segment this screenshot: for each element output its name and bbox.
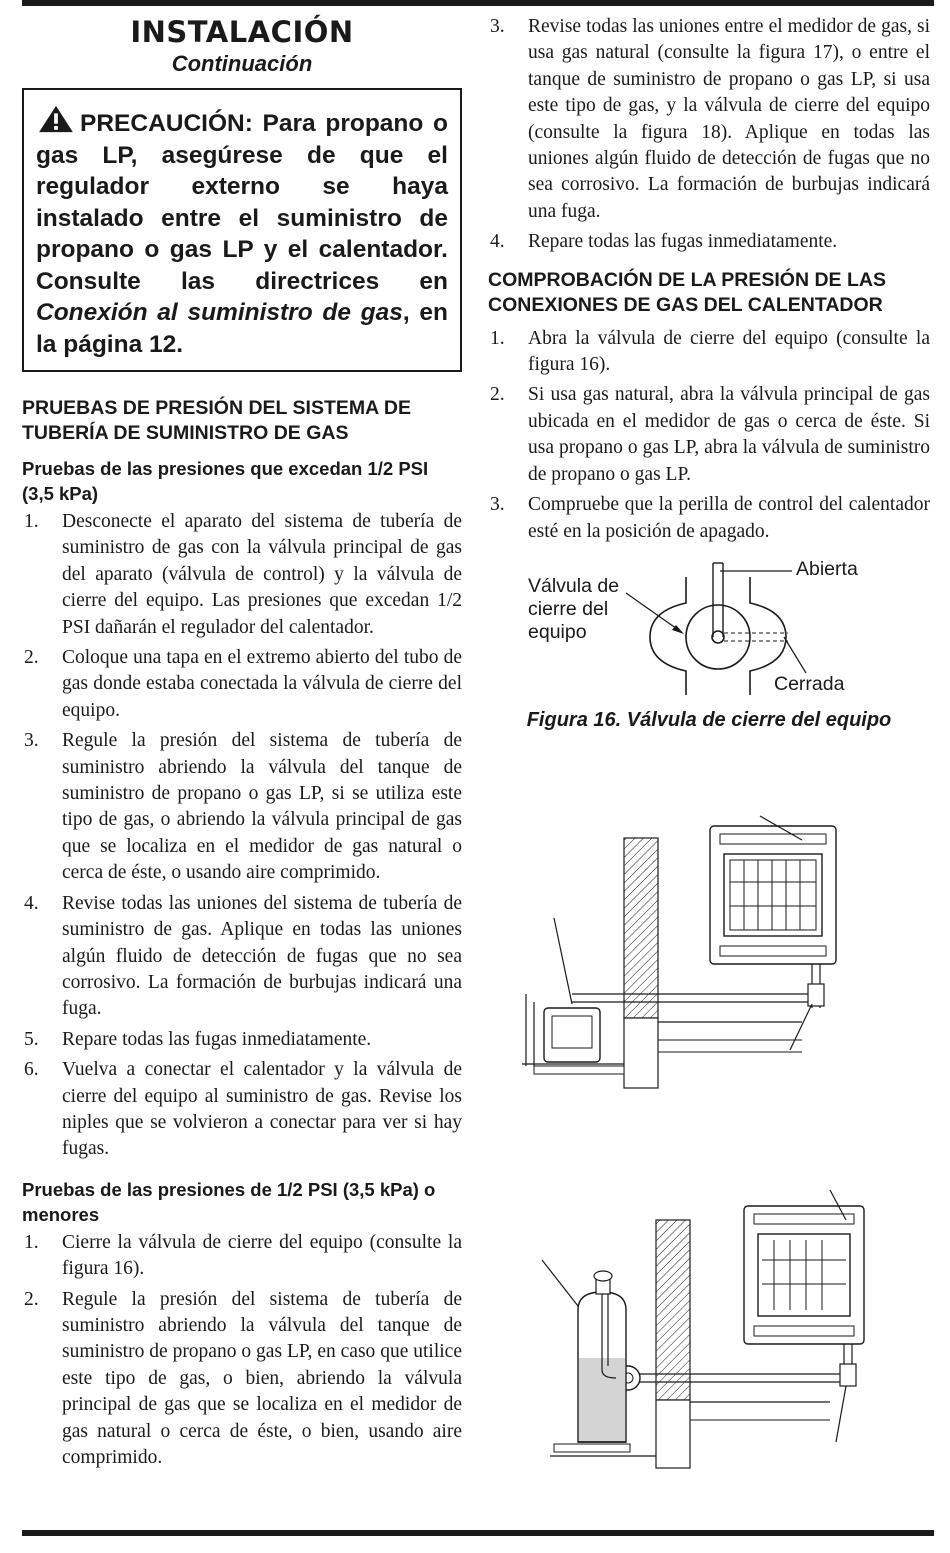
list-item: 3. Revise todas las uniones entre el medidor de gas, si usa gas natural (consulte la figura 17), o entre el tanque de suministro de propano o gas LP, si usa este tipo de gas, y la válvula de cierre del equipo (consulte la figura 18). Aplique en todas las uniones algún fluido de detección de fugas que no sea corrosivo. La formación de burbujas indicará una fuga. [490,16,930,222]
figure-16-caption: Figura 16. Válvula de cierre del equipo [526,708,892,731]
label-closed: Cerrada [774,672,845,695]
section-heading-connection-tests: COMPROBACIÓN DE LA PRESIÓN DE LAS CONEXIONES DE GAS DEL CALENTADOR [488,268,886,316]
page-subtitle: Continuación [171,51,313,76]
section-heading-pipe-tests: PRUEBAS DE PRESIÓN DEL SISTEMA DE TUBERÍA DE SUMINISTRO DE GAS [22,397,411,444]
list-item: 2. Coloque una tapa en el extremo abierto del tubo de gas donde estaba conectada la válvula de cierre del equipo. [24,647,462,721]
list-item: 4. Revise todas las uniones del sistema de tubería de suministro de gas. Aplique en todas las uniones algún fluido de detección de fugas que no sea corrosivo. La formación de burbujas indicará una fuga. [24,892,462,1020]
left-column [22,14,462,1475]
high-pressure-steps [22,509,462,1163]
bottom-rule [22,1530,934,1536]
list-item: 1. Desconecte el aparato del sistema de tubería de suministro de gas con la válvula principal de gas del aparato (válvula de control) y la válvula de cierre del equipo. Las presiones que excedan 1/2 PSI dañarán el regulador del calentador. [24,511,462,638]
subheading-high-pressure: Pruebas de las presiones que excedan 1/2 PSI (3,5 kPa) [22,458,429,504]
page-title: INSTALACIÓN [130,15,354,49]
label-open: Abierta [796,557,858,580]
list-item: 1. Cierre la válvula de cierre del equipo (consulte la figura 16). [24,1231,462,1280]
figure-18-propane-illustration [530,1180,875,1475]
list-item: 4. Repare todas las fugas inmediatamente. [490,231,838,253]
list-item: 5. Repare todas las fugas inmediatamente. [24,1028,372,1050]
caution-reference: Conexión al suministro de gas [36,299,403,326]
low-pressure-steps [22,1230,462,1472]
list-item: 1. Abra la válvula de cierre del equipo (consulte la figura 16). [490,327,930,376]
figure-17-natural-gas-illustration [512,808,842,1108]
list-item: 3. Compruebe que la perilla de control del calentador esté en la posición de apagado. [490,494,930,542]
list-item: 2. Regule la presión del sistema de tubería de suministro abriendo la válvula del tanque de suministro de propano o gas LP, en caso que utilice este tipo de gas, o bien, abriendo la válvula principal de gas que se localiza en el medidor de gas natural o cerca de éste, o bien, usando aire comprimido. [24,1288,462,1468]
list-item: 6. Vuelva a conectar el calentador y la válvula de cierre del equipo al suministro de gas. Revise los niples que se volvieron a conectar para ver si hay fugas. [24,1059,462,1160]
connection-steps [488,326,930,545]
list-item: 2. Si usa gas natural, abra la válvula principal de gas ubicada en el medidor de gas o cerca de éste. Si usa propano o gas LP, abra la válvula de suministro de propano o gas LP. [490,384,930,485]
warning-triangle-icon [36,104,76,134]
label-shutoff-valve: Válvula de cierre del equipo [528,574,620,643]
list-item: 3. Regule la presión del sistema de tubería de suministro abriendo la válvula del tanque de suministro de propano o gas LP, si se utiliza este tipo de gas, o abriendo la válvula principal de gas que se localiza en el medidor de gas natural o cerca de éste, o usando aire comprimido. [24,730,462,884]
caution-lead: PRECAUCIÓN: Para propano o gas LP, asegúrese de que el regulador externo se haya instalado entre el suministro de propano o gas LP y el calentador. Consulte las directrices en [36,110,448,295]
caution-tail: , en la página 12. [36,299,448,358]
subheading-low-pressure: Pruebas de las presiones de 1/2 PSI (3,5 kPa) o menores [22,1178,436,1225]
figure-16 [488,555,930,705]
caution-box [22,88,462,372]
right-column [488,14,930,732]
top-rule [22,0,934,6]
continued-steps [488,14,930,256]
